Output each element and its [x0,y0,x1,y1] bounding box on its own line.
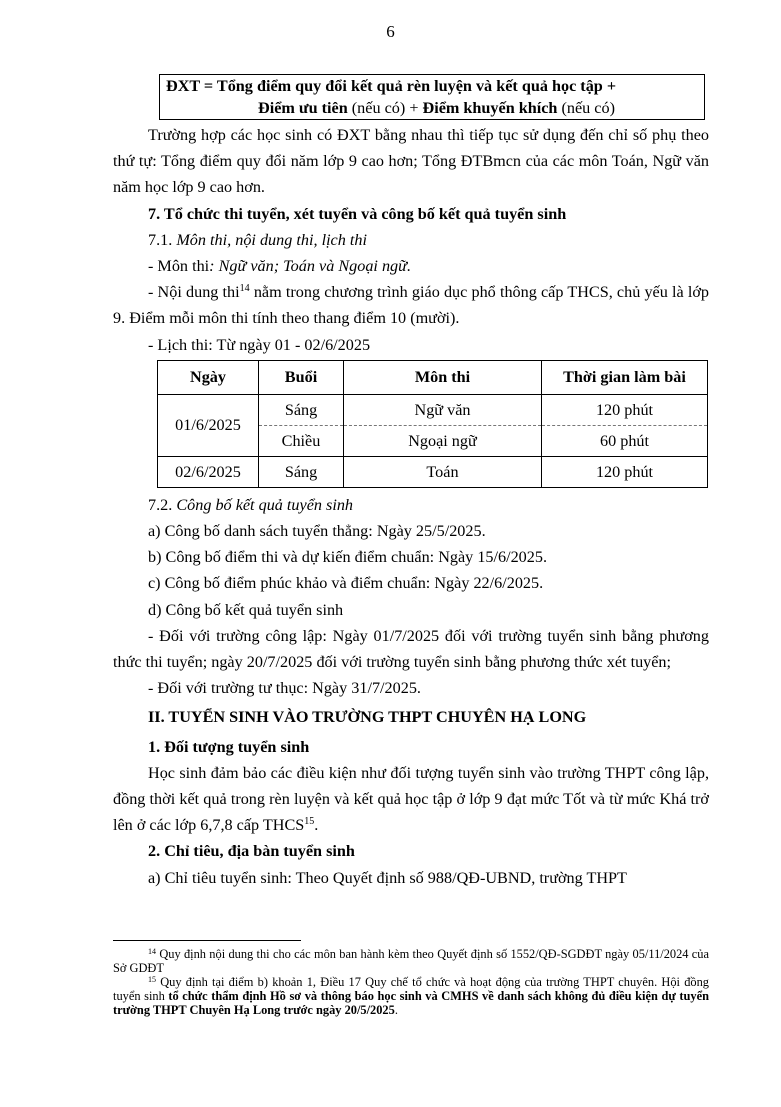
paragraph-subjects [113,253,709,279]
cell-session: Sáng [259,394,344,425]
exam-schedule-table [157,360,708,488]
cell-duration: 120 phút [542,394,708,425]
cell-duration: 120 phút [542,456,708,487]
footnote-divider [113,940,301,941]
target-text: Học sinh đảm bảo các điều kiện như đối tượng tuyển sinh vào trường THPT công lập, đồng thời kết quả trong rèn luyện và kết quả học tập ở lớp 9 đạt mức Tốt và từ mức Khá trở lên ở các lớp 6,7,8 cấp THCS [113,763,709,835]
footnote-mark: 15 [148,975,156,984]
item-private-schools: - Đối với trường tư thục: Ngày 31/7/2025. [148,679,421,698]
footnote-bold-text: tổ chức thẩm định Hồ sơ và thông báo học sinh và CMHS về danh sách không đủ điều kiện dự tuyển trường THPT Chuyên Hạ Long trước ngày 20/5/2025 [113,989,709,1017]
footnote-ref-14[interactable]: 14 [239,283,250,295]
item-public-schools: - Đối với trường công lập: Ngày 01/7/2025 đối với trường tuyển sinh bằng phương thức thi tuyển; ngày 20/7/2025 đối với trường tuyển sinh bằng phương thức xét tuyển; [113,626,709,672]
item-c: c) Công bố điểm phúc khảo và điểm chuẩn: Ngày 22/6/2025. [148,574,544,593]
cell-session: Sáng [259,456,344,487]
header-session: Buổi [259,360,344,394]
formula-box [159,74,705,120]
header-duration: Thời gian làm bài [542,360,708,394]
formula-priority-points: Điểm ưu tiên [258,99,348,117]
formula-text: (nếu có) [557,99,615,117]
cell-duration: 60 phút [542,425,708,456]
subheading-number: 7.1. [148,230,177,249]
cell-subject: Ngoại ngữ [344,425,542,456]
page-body [113,74,709,891]
subheading-title: Môn thi, nội dung thi, lịch thi [176,230,367,249]
paragraph-tie-break: Trường hợp các học sinh có ĐXT bằng nhau thì tiếp tục sử dụng đến chỉ số phụ theo thứ tự: Tổng điểm quy đổi năm lớp 9 cao hơn; Tổng ĐTBmcn của các môn Toán, Ngữ văn năm học lớp 9 cao hơn. [113,126,709,197]
paragraph-target [113,760,709,839]
footnote-14 [113,947,709,975]
heading-section-II: II. TUYỂN SINH VÀO TRƯỜNG THPT CHUYÊN HẠ LONG [148,708,587,727]
formula-line-1: ĐXT = Tổng điểm quy đổi kết quả rèn luyện và kết quả học tập + [166,77,617,95]
footnote-15 [113,975,709,1017]
heading-2-quota: 2. Chỉ tiêu, địa bàn tuyển sinh [148,842,355,861]
cell-date: 02/6/2025 [158,456,259,487]
subjects-list: : Ngữ văn; Toán và Ngoại ngữ. [209,257,412,276]
heading-1-target: 1. Đối tượng tuyển sinh [148,737,310,756]
cell-subject: Ngữ văn [344,394,542,425]
item-b: b) Công bố điểm thi và dự kiến điểm chuẩn: Ngày 15/6/2025. [148,548,548,567]
target-end: . [314,816,319,835]
paragraph-exam-content [113,279,709,331]
footnote-ref-15[interactable]: 15 [304,816,315,828]
table-row [158,394,708,425]
item-d: d) Công bố kết quả tuyển sinh [148,600,344,619]
footnote-text: Quy định nội dung thi cho các môn ban hành kèm theo Quyết định số 1552/QĐ-SGDĐT ngày 05/11/2024 của Sở GDĐT [113,947,709,975]
header-date: Ngày [158,360,259,394]
heading-section-7: 7. Tổ chức thi tuyển, xét tuyển và công bố kết quả tuyển sinh [148,204,567,223]
cell-date: 01/6/2025 [158,394,259,456]
footnote-text: Quy định tại điểm b) khoản 1, Điều 17 Quy chế tổ chức và hoạt động của trường THPT chuyên. Hội đồng tuyển sinh [113,975,709,1003]
subheading-7-1 [113,227,709,253]
content-label: - Nội dung thi [148,283,240,302]
subheading-title: Công bố kết quả tuyển sinh [176,495,354,514]
content-text: nằm trong chương trình giáo dục phổ thông cấp THCS, chủ yếu là lớp 9. Điểm mỗi môn thi tính theo thang điểm 10 (mười). [113,283,710,328]
table-header-row [158,360,708,394]
paragraph-quota: a) Chỉ tiêu tuyển sinh: Theo Quyết định số 988/QĐ-UBND, trường THPT [148,868,627,887]
page-number: 6 [386,22,395,41]
header-subject: Môn thi [344,360,542,394]
item-a: a) Công bố danh sách tuyển thẳng: Ngày 25/5/2025. [148,522,486,541]
cell-subject: Toán [344,456,542,487]
cell-session: Chiều [259,425,344,456]
footnote-mark: 14 [148,947,156,956]
table-row [158,456,708,487]
formula-line-2 [166,97,698,119]
subheading-number: 7.2. [148,495,177,514]
formula-text: (nếu có) + [347,99,423,117]
paragraph-schedule: - Lịch thi: Từ ngày 01 - 02/6/2025 [148,335,371,354]
footnotes [113,947,709,1017]
subheading-7-2 [113,492,709,518]
formula-bonus-points: Điểm khuyến khích [422,99,558,117]
footnote-text: . [394,1003,398,1017]
subjects-label: - Môn thi [148,257,210,276]
